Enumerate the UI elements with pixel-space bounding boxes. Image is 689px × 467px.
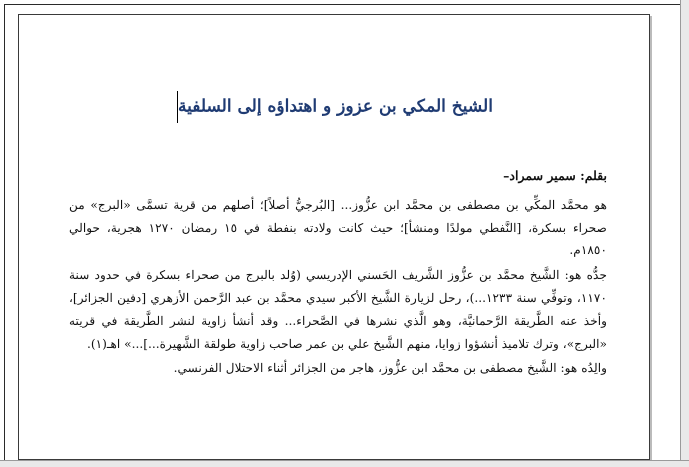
- vertical-scrollbar[interactable]: [680, 0, 689, 467]
- document-body[interactable]: [69, 165, 607, 380]
- paragraph-1[interactable]: هو محمَّد المكِّي بن مصطفى بن محمَّد ابن عزُّوز... [البُرجيُّ أصلاً]؛ أصلهم من قرية تسمَّى «البرج» من صحراء بسكرة، [النَّفطي مولدًا ومنشأ]؛ حيث كانت ولادته بنفطة في ١٥ رمضان ١٢٧٠ هجرية، حوالي ١٨٥٠م.: [69, 197, 607, 258]
- author-line[interactable]: بقلم: سمير سمراد–: [503, 168, 607, 183]
- horizontal-scrollbar[interactable]: [0, 460, 689, 467]
- document-title[interactable]: [175, 91, 493, 123]
- paragraph-3[interactable]: والِدُه هو: الشَّيخ مصطفى بن محمَّد ابن عزُّوز، هاجر من الجزائر أثناء الاحتلال الفرنسي.: [173, 361, 607, 376]
- paragraph-2[interactable]: جدُّه هو: الشَّيخ محمَّد بن عزُّوز الشَّريف الحَسني الإدريسي (وُلد بالبرج من صحراء بسكرة في حدود سنة ١١٧٠، وتوفِّي سنة ١٢٣٣...)، رحل لزيارة الشَّيخ الأكبر سيدي محمَّد بن عبد الرَّحمن الأزهري [دفين الجزائر]، وأخذ عنه الطَّريقة الرَّحمانيَّة، وهو الَّذي نشرها في الصَّحراء... وقد أنشأ زاوية لنشر الطَّريقة في قريته «البرج»، وترك تلاميذ أنشؤوا زوايا، منهم الشَّيخ علي بن عمر صاحب زاوية طولقة الشَّهيرة...]...» اهـ(١).: [69, 268, 607, 351]
- document-page: [18, 14, 650, 460]
- title-text[interactable]: الشيخ المكي بن عزوز و اهتداؤه إلى السلفية: [178, 96, 493, 117]
- title-block: [19, 87, 649, 127]
